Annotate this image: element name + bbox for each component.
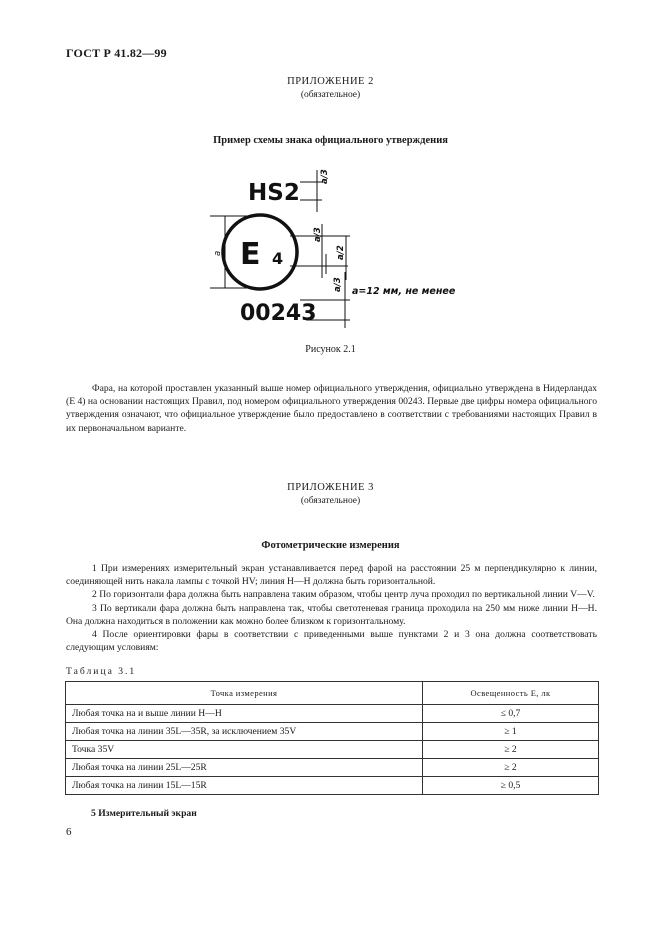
table-header-row (66, 682, 599, 705)
table-cell-point: Любая точка на линии 25L—25R (66, 759, 423, 777)
table-cell-value: ≥ 0,5 (423, 777, 599, 795)
appendix2-paragraph: Фара, на которой проставлен указанный выше номер официального утверждения, официально утверждена в Нидерландах (E 4) на основании настоящих Правил, под номером официального утверждения 00243. Первые две цифры номера официального утверждения означают, что официальное утверждение было предоставлено в соответствии с требованиями настоящих Правил в их первоначальном варианте. (66, 383, 597, 434)
table-cell-point: Точка 35V (66, 741, 423, 759)
appendix3-text (66, 562, 597, 654)
section-5-heading: 5 Измерительный экран (91, 808, 197, 819)
doc-code-header: ГОСТ Р 41.82—99 (66, 46, 167, 60)
dim-label-a3-mid: a/3 (313, 227, 323, 242)
table-row (66, 741, 599, 759)
table-caption: Таблица 3.1 (66, 666, 137, 677)
appendix3-paragraph-4: 4 После ориентировки фары в соответствии с приведенными выше пунктами 2 и 3 она должна соответствовать следующим условиям: (66, 629, 597, 654)
dim-label-a2: a/2 (336, 245, 346, 260)
table-cell-value: ≥ 2 (423, 759, 599, 777)
table-cell-value: ≥ 1 (423, 723, 599, 741)
appendix2-heading: Пример схемы знака официального утверждения (213, 135, 448, 146)
page-number: 6 (66, 826, 72, 838)
figure-circle-letter: E (240, 237, 261, 272)
figure-circle-number: 4 (272, 249, 284, 268)
illuminance-table (65, 681, 599, 795)
appendix3-paragraph-2: 2 По горизонтали фара должна быть направлена таким образом, чтобы центр луча проходил по вертикальной линии V—V. (92, 589, 595, 601)
figure-mark-top: HS2 (248, 180, 300, 206)
appendix2-title: ПРИЛОЖЕНИЕ 2 (287, 76, 374, 87)
figure-approval-number: 00243 (240, 301, 317, 326)
appendix3-heading: Фотометрические измерения (261, 540, 400, 551)
table-cell-point: Любая точка на линии 35L—35R, за исключением 35V (66, 723, 423, 741)
dim-label-a3-top: a/3 (320, 169, 330, 184)
table-header-illuminance: Освещенность E, лк (423, 682, 599, 705)
appendix3-paragraph-1: 1 При измерениях измерительный экран устанавливается перед фарой на расстоянии 25 м перпендикулярно к линии, соединяющей нить накала лампы с точкой HV; линия H—H должна быть горизонтальной. (66, 563, 597, 588)
appendix3-title: ПРИЛОЖЕНИЕ 3 (287, 482, 374, 493)
table-row (66, 759, 599, 777)
appendix2-text (66, 382, 597, 435)
table-row (66, 723, 599, 741)
table-cell-point: Любая точка на и выше линии H—H (66, 705, 423, 723)
table-row (66, 705, 599, 723)
dim-label-a3-bottom: a/3 (333, 277, 343, 292)
appendix3-note: (обязательное) (300, 496, 361, 506)
figure-caption: Рисунок 2.1 (305, 344, 356, 355)
dim-label-a: a (213, 250, 223, 256)
table-cell-value: ≥ 2 (423, 741, 599, 759)
table-cell-value: ≤ 0,7 (423, 705, 599, 723)
table-header-point: Точка измерения (66, 682, 423, 705)
table-row (66, 777, 599, 795)
dim-note: a=12 мм, не менее (352, 286, 456, 297)
appendix3-paragraph-3: 3 По вертикали фара должна быть направлена так, чтобы светотеневая граница проходила на 250 мм ниже линии H—H. Она должна находиться в положении как можно более близком к горизонтальному. (66, 602, 597, 627)
appendix2-note: (обязательное) (300, 90, 361, 100)
table-cell-point: Любая точка на линии 15L—15R (66, 777, 423, 795)
approval-mark-figure (200, 160, 480, 336)
